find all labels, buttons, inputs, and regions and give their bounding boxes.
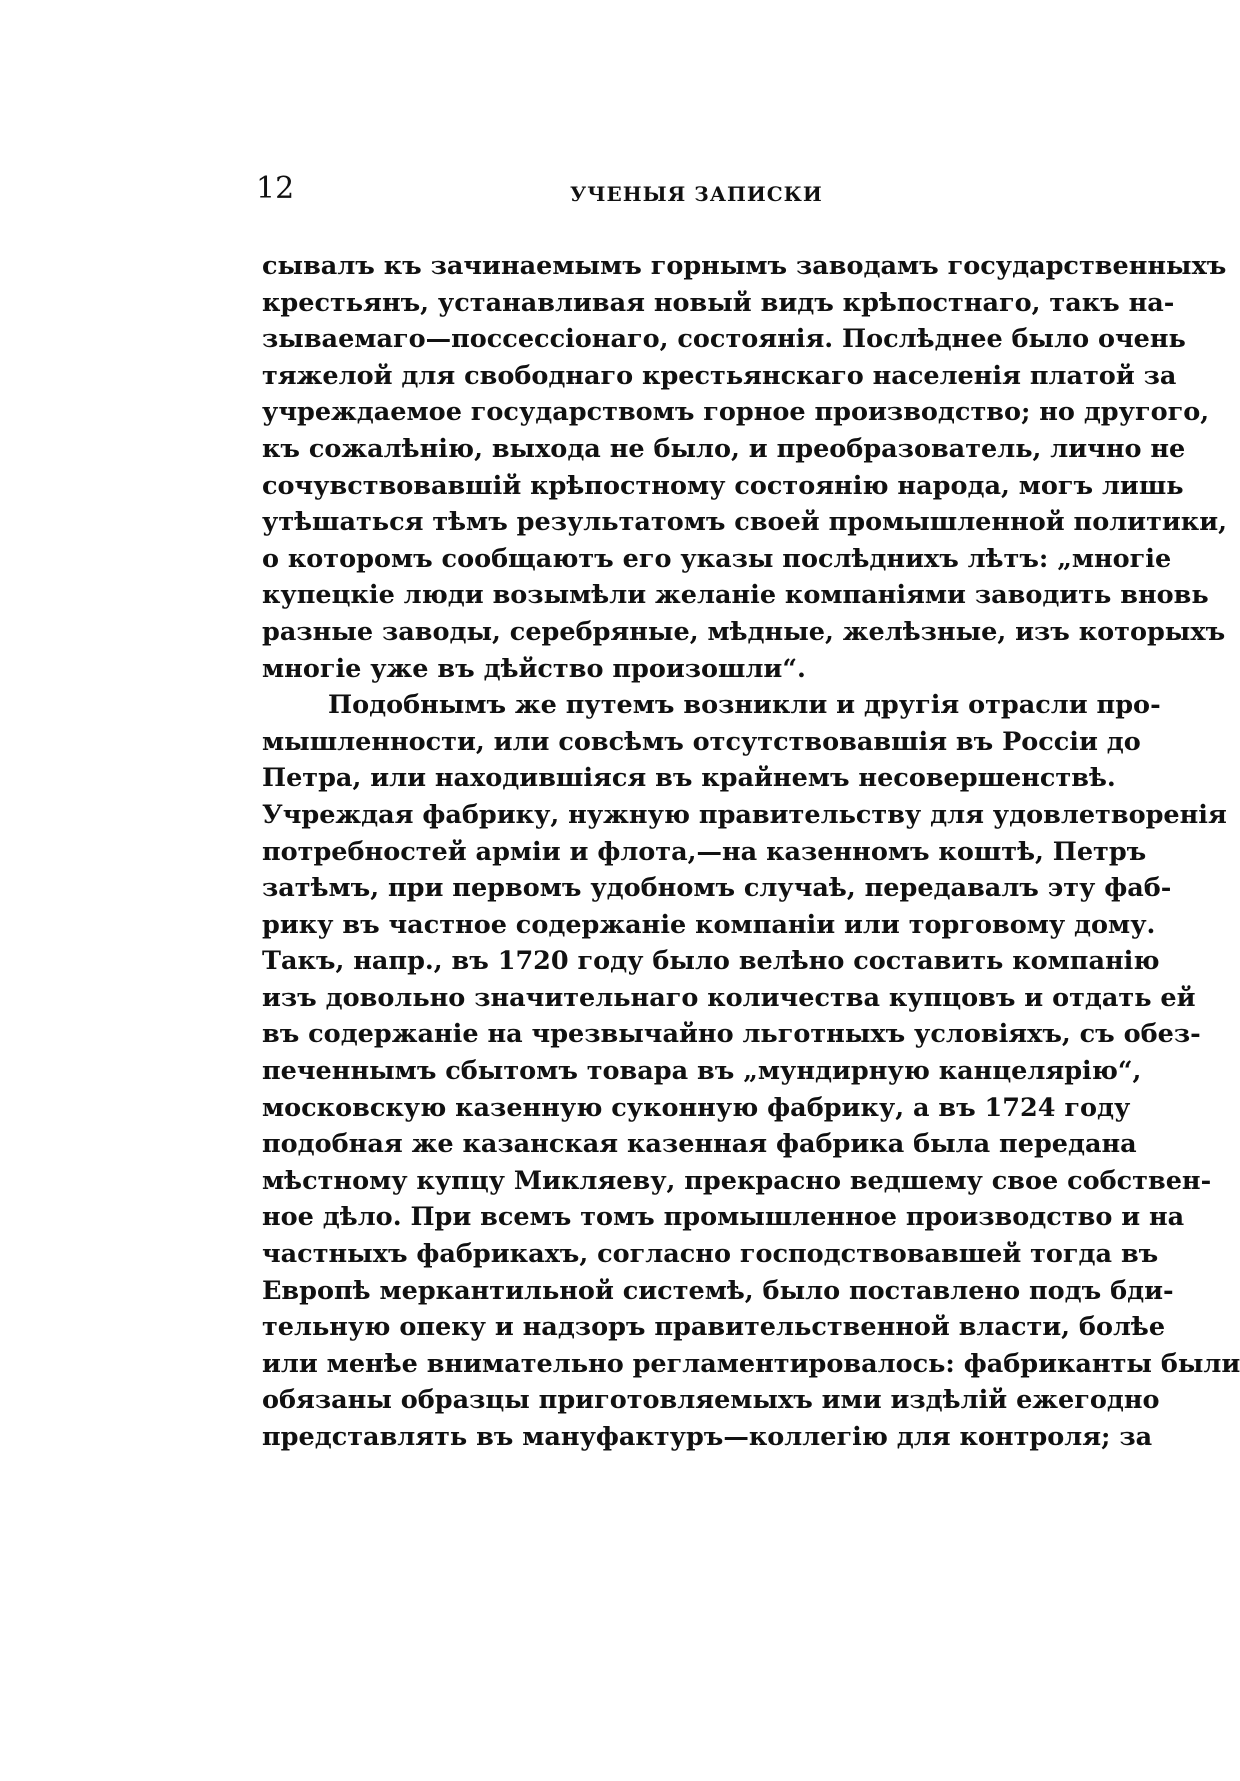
text-line: въ содержаніе на чрезвычайно льготныхъ условіяхъ, съ обез- bbox=[262, 1019, 1201, 1050]
text-line: печеннымъ сбытомъ товара въ „мундирную канцелярію“, bbox=[262, 1056, 1142, 1087]
text-line: рику въ частное содержаніе компаніи или торговому дому. bbox=[262, 909, 1156, 940]
text-line: крестьянъ, устанавливая новый видъ крѣпостнаго, такъ на- bbox=[262, 287, 1175, 318]
running-title: УЧЕНЫЯ ЗАПИСКИ bbox=[570, 182, 823, 206]
text-line: сывалъ къ зачинаемымъ горнымъ заводамъ государственныхъ bbox=[262, 251, 1227, 281]
body-text bbox=[262, 248, 1240, 1456]
text-line: ное дѣло. При всемъ томъ промышленное производство и на bbox=[262, 1202, 1185, 1233]
text-line: зываемаго—поссессіонаго, состоянія. Послѣднее было очень bbox=[262, 324, 1186, 355]
text-line: московскую казенную суконную фабрику, а въ 1724 году bbox=[262, 1092, 1131, 1123]
text-line: многіе уже въ дѣйство произошли“. bbox=[262, 653, 806, 684]
text-line: мѣстному купцу Микляеву, прекрасно ведшему свое собствен- bbox=[262, 1165, 1212, 1196]
text-line: изъ довольно значительнаго количества купцовъ и отдать ей bbox=[262, 982, 1196, 1013]
text-line: Такъ, напр., въ 1720 году было велѣно составить компанію bbox=[262, 946, 1160, 977]
text-line: разные заводы, серебряные, мѣдные, желѣзные, изъ которыхъ bbox=[262, 616, 1226, 647]
text-line: затѣмъ, при первомъ удобномъ случаѣ, передавалъ эту фаб- bbox=[262, 873, 1172, 904]
page-number: 12 bbox=[256, 171, 295, 206]
text-line: представлять въ мануфактуръ—коллегію для контроля; за bbox=[262, 1422, 1153, 1452]
text-line: утѣшаться тѣмъ результатомъ своей промышленной политики, bbox=[262, 507, 1228, 538]
text-line: Учреждая фабрику, нужную правительству для удовлетворенія bbox=[262, 799, 1227, 830]
text-line: подобная же казанская казенная фабрика была передана bbox=[262, 1129, 1137, 1160]
text-line: о которомъ сообщаютъ его указы послѣднихъ лѣтъ: „многіе bbox=[262, 543, 1172, 574]
text-line: или менѣе внимательно регламентировалось: фабриканты были bbox=[262, 1348, 1240, 1379]
text-line: тельную опеку и надзоръ правительственной власти, болѣе bbox=[262, 1312, 1166, 1343]
text-line: потребностей арміи и флота,—на казенномъ коштѣ, Петръ bbox=[262, 836, 1147, 867]
text-line: частныхъ фабрикахъ, согласно господствовавшей тогда въ bbox=[262, 1239, 1159, 1270]
text-line: къ сожалѣнію, выхода не было, и преобразователь, лично не bbox=[262, 433, 1186, 464]
text-line: учреждаемое государствомъ горное производство; но другого, bbox=[262, 397, 1210, 428]
text-line: обязаны образцы приготовляемыхъ ими издѣлій ежегодно bbox=[262, 1385, 1160, 1416]
text-line: сочувствовавшій крѣпостному состоянію народа, могъ лишь bbox=[262, 470, 1184, 501]
text-line: тяжелой для свободнаго крестьянскаго населенія платой за bbox=[262, 360, 1177, 391]
text-line: Петра, или находившіяся въ крайнемъ несовершенствѣ. bbox=[262, 763, 1116, 794]
text-line: мышленности, или совсѣмъ отсутствовавшія въ Россіи до bbox=[262, 726, 1141, 757]
text-line: купецкіе люди возымѣли желаніе компаніями заводить вновь bbox=[262, 580, 1209, 611]
text-line: Подобнымъ же путемъ возникли и другія отрасли про- bbox=[328, 690, 1161, 721]
text-line: Европѣ меркантильной системѣ, было поставлено подъ бди- bbox=[262, 1275, 1174, 1306]
